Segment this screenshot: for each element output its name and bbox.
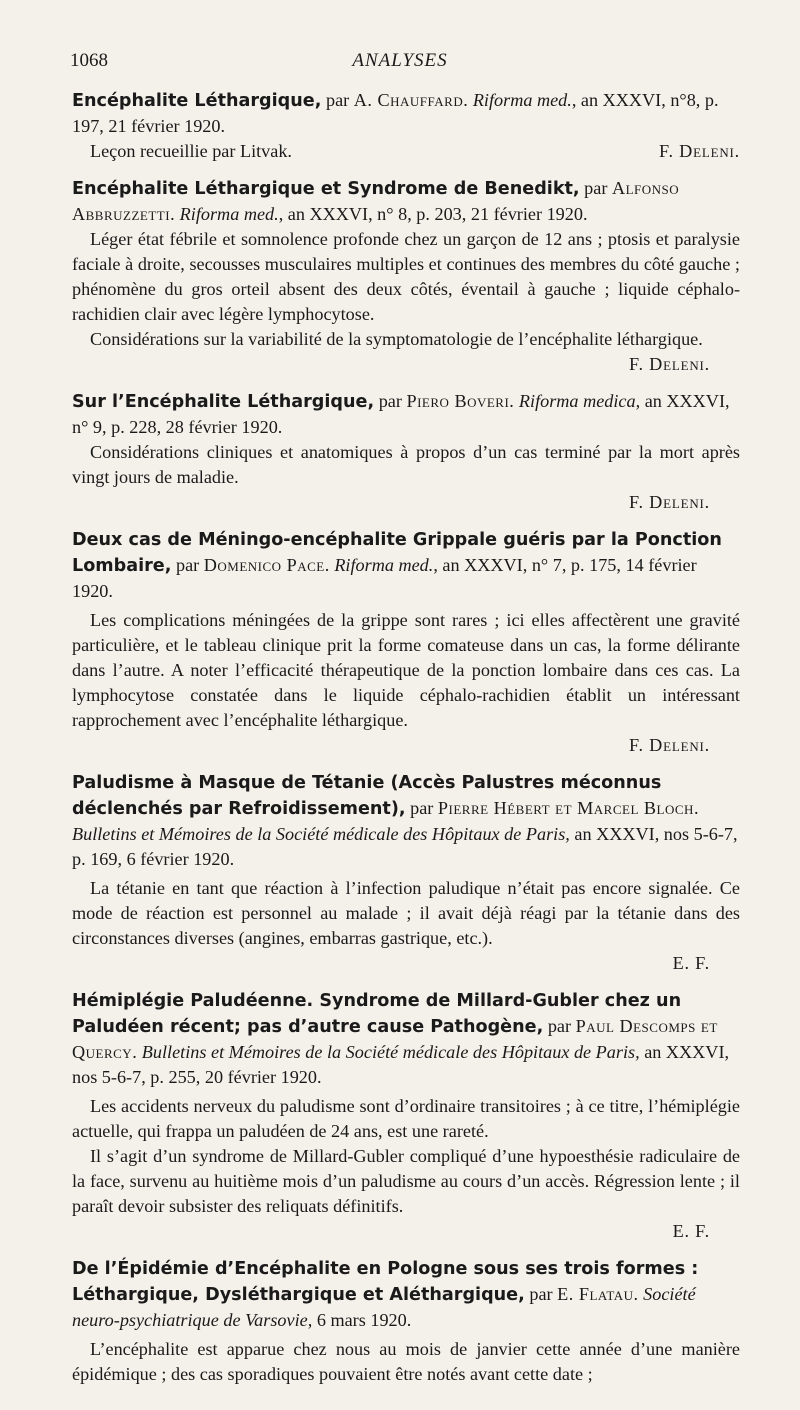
entry-signature: F. Deleni. [629, 735, 710, 755]
entry-journal: Société neuro-psychiatrique de Varsovie, [72, 1284, 696, 1330]
entry-title: Encéphalite Léthargique et Syndrome de Benedikt, [72, 179, 580, 199]
entry-journal: Riforma medica, [518, 391, 641, 411]
by-word: par [524, 1284, 558, 1304]
abstract-entry [72, 527, 740, 758]
entry-heading [72, 176, 740, 227]
journal-section-title: ANALYSES [352, 50, 448, 71]
entry-journal: Bulletins et Mémoires de la Société médicale des Hôpitaux de Paris, [141, 1042, 640, 1062]
entry-journal: Riforma med. [334, 555, 434, 575]
entry-paragraph: Léger état fébrile et somnolence profonde chez un garçon de 12 ans ; ptosis et paralysie faciale à droite, secousses musculaires multiples et continues des membres du côté gauche ; phénomène du gros orteil absent des deux côtés, éventail à gauche ; liquide céphalo-rachidien clair avec légère lymphocytose. [72, 229, 740, 324]
entry-paragraph: Les accidents nerveux du paludisme sont d’ordinaire transitoires ; à ce titre, l’hémiplégie actuelle, qui frappa un paludéen de 24 ans, est une rareté. [72, 1096, 740, 1141]
abstract-entry [72, 988, 740, 1244]
by-word: par [171, 555, 204, 575]
entry-citation: 6 mars 1920. [312, 1310, 412, 1330]
entry-signature: F. Deleni. [629, 354, 710, 374]
entry-signature: E. F. [672, 953, 710, 973]
entry-heading [72, 389, 740, 440]
entry-heading [72, 527, 740, 604]
entry-title: Encéphalite Léthargique, [72, 91, 322, 111]
entry-signature: F. Deleni. [629, 492, 710, 512]
entry-journal: Bulletins et Mémoires de la Société médicale des Hôpitaux de Paris, [72, 824, 570, 844]
entry-journal: Riforma med. [179, 204, 279, 224]
entry-paragraph: Considérations cliniques et anatomiques à propos d’un cas terminé par la mort après vingt jours de maladie. [72, 442, 740, 487]
entry-citation: , an XXXVI, n°8, p. 197, 21 février 1920. [72, 90, 719, 136]
entry-heading [72, 770, 740, 872]
by-word: par [374, 391, 407, 411]
entry-author: Domenico Pace. [203, 555, 330, 575]
entry-paragraph: Il s’agit d’un syndrome de Millard-Gubler compliqué d’une hypoesthésie radiculaire de la face, survenu au huitième mois d’un paludisme au cours d’un accès. Régression lente ; il paraît devoir subsister des reliquats définitifs. [72, 1146, 740, 1216]
entry-author: Alfonso Abbruzzetti. [72, 178, 680, 224]
entry-citation: an XXXVI, n° 9, p. 228, 28 février 1920. [72, 391, 730, 437]
note-line [72, 139, 740, 164]
article-list [72, 88, 740, 1399]
entry-heading [72, 1256, 740, 1333]
running-head [70, 46, 730, 78]
entry-citation: an XXXVI, nos 5-6-7, p. 255, 20 février 1920. [72, 1042, 730, 1087]
entry-title: Paludisme à Masque de Tétanie (Accès Palustres méconnus déclenchés par Refroidissement), [72, 773, 662, 819]
by-word: par [543, 1016, 576, 1036]
entry-paragraph: L’encéphalite est apparue chez nous au mois de janvier cette année d’une manière épidémique ; des cas sporadiques pouvaient être notés avant cette date ; [72, 1339, 740, 1384]
entry-heading [72, 988, 740, 1090]
entry-paragraph: Les complications méningées de la grippe sont rares ; ici elles affectèrent une gravité particulière, et le tableau clinique prit la forme comateuse dans un cas, la forme délirante dans l’autre. A noter l’efficacité thérapeutique de la ponction lombaire dans ces cas. La lymphocytose constatée dans le liquide céphalo-rachidien établit un intéressant rapprochement avec l’encéphalite léthargique. [72, 610, 740, 730]
entry-paragraph: Considérations sur la variabilité de la symptomatologie de l’encéphalite léthargique. [90, 329, 703, 349]
abstract-entry [72, 1256, 740, 1387]
entry-journal: Riforma med. [472, 90, 572, 110]
entry-citation: , an XXXVI, n° 8, p. 203, 21 février 1920. [278, 204, 588, 224]
by-word: par [579, 178, 612, 198]
entry-citation: , an XXXVI, n° 7, p. 175, 14 février 1920. [72, 555, 697, 601]
entry-author: A. Chauffard. [353, 90, 469, 110]
entry-note: Leçon recueillie par Litvak. [90, 141, 292, 161]
abstract-entry [72, 176, 740, 377]
entry-paragraph: La tétanie en tant que réaction à l’infection paludique n’était pas encore signalée. Ce mode de réaction est personnel au malade ; il avait déjà réagi par la tétanie dans des circonstances diverses (angines, embarras gastrique, etc.). [72, 878, 740, 948]
entry-author: Piero Boveri. [406, 391, 515, 411]
entry-author: Paul Descomps et Quercy. [72, 1016, 718, 1062]
entry-title: Hémiplégie Paludéenne. Syndrome de Millard-Gubler chez un Paludéen récent; pas d’autre cause Pathogène, [72, 991, 682, 1037]
abstract-entry [72, 389, 740, 515]
entry-signature: F. Deleni. [659, 141, 740, 161]
entry-author: E. Flatau. [557, 1284, 639, 1304]
entry-signature: E. F. [672, 1221, 710, 1241]
abstract-entry [72, 88, 740, 164]
page-number: 1068 [70, 50, 108, 71]
entry-title: Deux cas de Méningo-encéphalite Grippale guéris par la Ponction Lombaire, [72, 530, 722, 576]
entry-author: Pierre Hébert et Marcel Bloch. [437, 798, 699, 818]
abstract-entry [72, 770, 740, 976]
entry-citation: an XXXVI, nos 5-6-7, p. 169, 6 février 1920. [72, 824, 738, 869]
by-word: par [321, 90, 354, 110]
by-word: par [405, 798, 438, 818]
entry-heading [72, 88, 740, 139]
entry-title: De l’Épidémie d’Encéphalite en Pologne sous ses trois formes : Léthargique, Dysléthargique et Aléthargique, [72, 1259, 699, 1305]
entry-title: Sur l’Encéphalite Léthargique, [72, 392, 375, 412]
